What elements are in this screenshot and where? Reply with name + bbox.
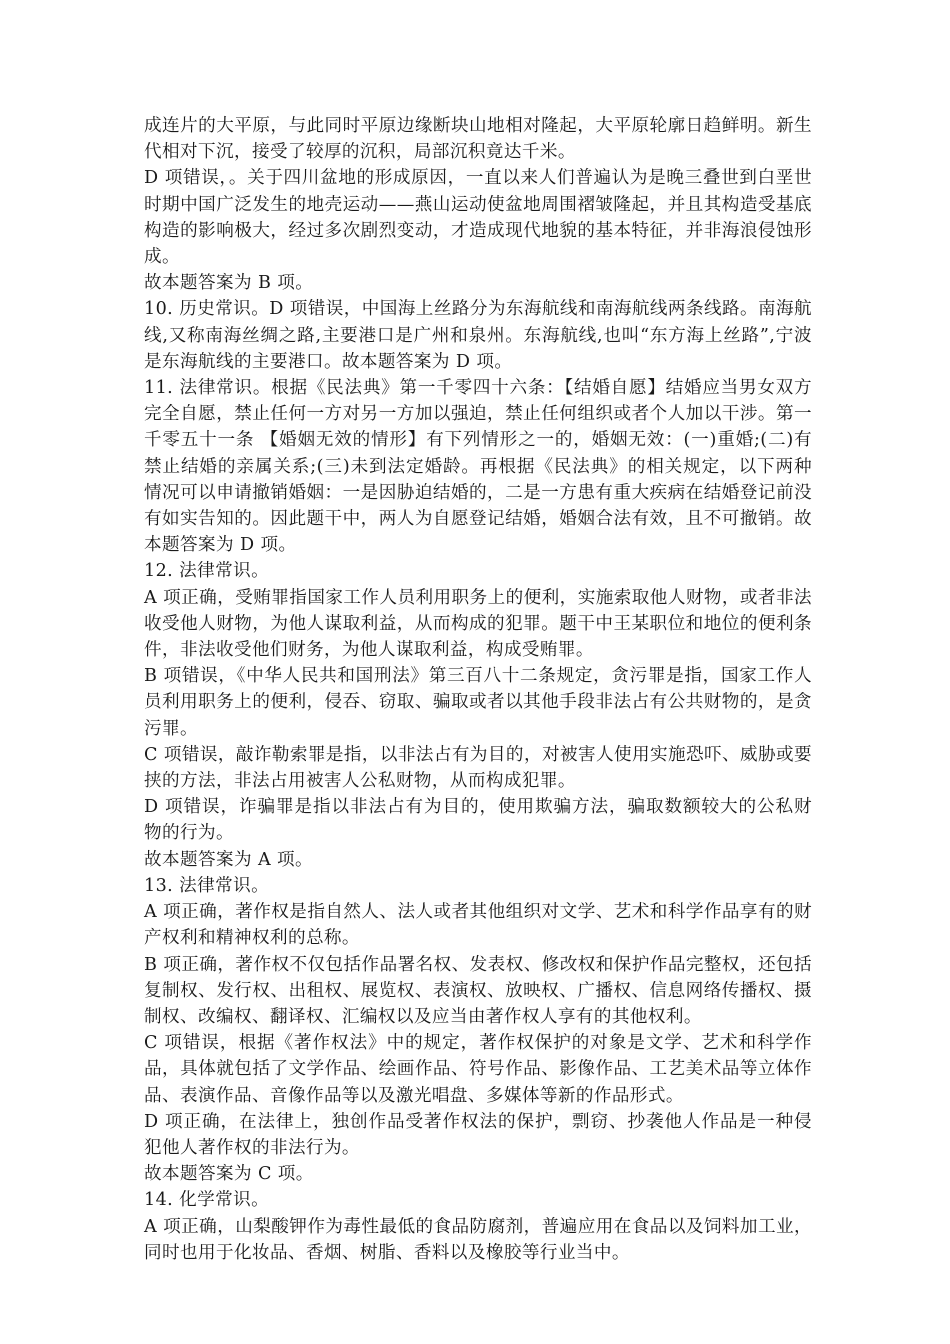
question-14-heading: 14. 化学常识。 [144, 1190, 270, 1211]
paragraph: D 项错误，。关于四川盆地的形成原因，一直以来人们普遍认为是晚三叠世到白垩世时期中国广泛发生的地壳运动——燕山运动使盆地周围褶皱隆起，并且其构造受基底构造的影响极大，经过多次剧烈变动，才造成现代地貌的基本特征，并非海浪侵蚀形成。 [144, 168, 812, 268]
question-10-explanation: 10. 历史常识。D 项错误，中国海上丝路分为东海航线和南海航线两条线路。南海航线,又称南海丝绸之路,主要港口是广州和泉州。东海航线,也叫“东方海上丝路”,宁波是东海航线的主要港口。故本题答案为 D 项。 [144, 299, 812, 372]
paragraph: C 项错误，敲诈勒索罪是指，以非法占有为目的，对被害人使用实施恐吓、威胁或要挟的方法，非法占用被害人公私财物，从而构成犯罪。 [144, 744, 812, 792]
paragraph: D 项正确，在法律上，独创作品受著作权法的保护，剽窃、抄袭他人作品是一种侵犯他人著作权的非法行为。 [144, 1111, 812, 1158]
document-page [144, 113, 812, 1266]
paragraph: A 项正确，受贿罪指国家工作人员利用职务上的便利，实施索取他人财物，或者非法收受他人财物，为他人谋取利益，从而构成的犯罪。题干中王某职位和地位的便利条件，非法收受他们财务，为他人谋取利益，构成受贿罪。 [144, 587, 812, 661]
paragraph: B 项正确，著作权不仅包括作品署名权、发表权、修改权和保护作品完整权，还包括复制权、发行权、出租权、展览权、表演权、放映权、广播权、信息网络传播权、摄制权、改编权、翻译权、汇编权以及应当由著作权人享有的其他权利。 [144, 954, 812, 1027]
answer-line: 故本题答案为 C 项。 [144, 1164, 314, 1185]
paragraph: A 项正确，山梨酸钾作为毒性最低的食品防腐剂，普遍应用在食品以及饲料加工业，同时也用于化妆品、香烟、树脂、香料以及橡胶等行业当中。 [144, 1216, 812, 1263]
answer-line: 故本题答案为 A 项。 [144, 849, 314, 870]
answer-line: 故本题答案为 B 项。 [144, 273, 314, 294]
question-13-heading: 13. 法律常识。 [144, 875, 270, 896]
question-11-explanation: 11. 法律常识。根据《民法典》第一千零四十六条：【结婚自愿】结婚应当男女双方完全自愿，禁止任何一方对另一方加以强迫，禁止任何组织或者个人加以干涉。第一千零五十一条 【婚姻无效的情形】有下列情形之一的，婚姻无效：(一)重婚;(二)有禁止结婚的亲属关系;(三)未到法定婚龄。再根据《民法典》的相关规定，以下两种情况可以申请撤销婚姻：一是因胁迫结婚的，二是一方患有重大疾病在结婚登记前没有如实告知的。因此题干中，两人为自愿登记结婚，婚姻合法有效，且不可撤销。故本题答案为 D 项。 [144, 378, 812, 556]
paragraph: B 项错误，《中华人民共和国刑法》第三百八十二条规定，贪污罪是指，国家工作人员利用职务上的便利，侵吞、窃取、骗取或者以其他手段非法占有公共财物的，是贪污罪。 [144, 666, 812, 739]
question-12-heading: 12. 法律常识。 [144, 561, 270, 582]
paragraph: C 项错误，根据《著作权法》中的规定，著作权保护的对象是文学、艺术和科学作品，具体就包括了文学作品、绘画作品、符号作品、影像作品、工艺美术品等立体作品、表演作品、音像作品等以及激光唱盘、多媒体等新的作品形式。 [144, 1033, 812, 1106]
paragraph: D 项错误，诈骗罪是指以非法占有为目的，使用欺骗方法，骗取数额较大的公私财物的行为。 [144, 797, 812, 844]
paragraph: 成连片的大平原，与此同时平原边缘断块山地相对隆起，大平原轮廓日趋鲜明。新生代相对下沉，接受了较厚的沉积，局部沉积竟达千米。 [144, 116, 812, 163]
paragraph: A 项正确，著作权是指自然人、法人或者其他组织对文学、艺术和科学作品享有的财产权利和精神权利的总称。 [144, 902, 812, 949]
